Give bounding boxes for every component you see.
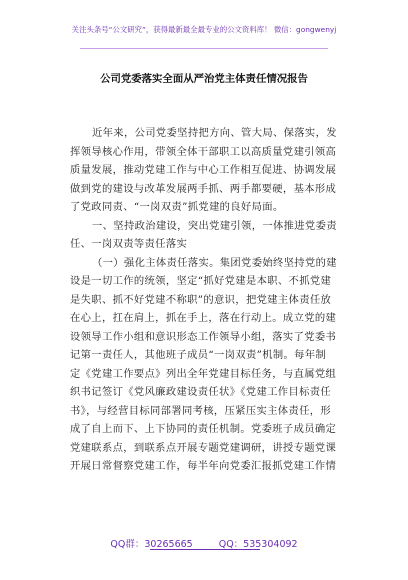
paragraph-line: 记第一责任人，其他班子成员“一岗双责”机制。每年制 (70, 349, 327, 361)
section-heading-line: 一、坚持政治建设，突出党建引领，一体推进党委责 (92, 219, 337, 232)
document-body (70, 124, 348, 476)
paragraph-line: 质量发展，推动党建工作与中心工作相互促进、协调发展 (70, 164, 337, 176)
document-title: 公司党委落实全面从严治党主体责任情况报告 (100, 73, 308, 85)
paragraph-line: 书》，与经营目标同部署同考核，压紧压实主体责任，形 (70, 404, 332, 417)
paragraph-line: 设领导工作小组和意识形态工作领导小组，落实了党委书 (70, 330, 337, 343)
header-divider (80, 48, 328, 49)
paragraph-line: 近年来，公司党委坚持把方向、管大局、保落实，发 (92, 127, 337, 139)
section-heading-line: 任、一岗双责等责任落实 (70, 238, 188, 250)
header-banner: 关注头条号“公文研究”，获得最新最全最专业的公文资料库！ 微信：gongwenyj (71, 25, 337, 34)
paragraph-line: 织书记签订《党风廉政建设责任状》《党建工作目标责任 (70, 386, 332, 398)
footer-qq: QQ：535304092 (218, 539, 298, 550)
footer-contact (0, 536, 408, 550)
paragraph-line: （一）强化主体责任落实。集团党委始终坚持党的建 (92, 256, 337, 269)
paragraph-line: 党建联系点，到联系点开展专题党建调研，讲授专题党课 (70, 441, 337, 454)
footer-underline (150, 549, 260, 550)
paragraph-line: 设是一切工作的统领，坚定“抓好党建是本职、不抓党建 (70, 275, 332, 287)
paragraph-line: 做到党的建设与改革发展两手抓、两手都要硬，基本形成 (70, 182, 337, 195)
paragraph-line: 成了自上而下、上下协同的责任机制。党委班子成员确定 (70, 423, 337, 435)
footer-qq-group: QQ群：30265665 (110, 539, 193, 550)
paragraph-line: 了党政同责、“一岗双责”抓党建的良好局面。 (70, 201, 284, 213)
paragraph-line: 挥领导核心作用，带领全体干部职工以高质量党建引领高 (70, 145, 337, 158)
paragraph-line: 在心上，扛在肩上，抓在手上，落在行动上。成立党的建 (70, 312, 337, 324)
paragraph-line: 定《党建工作要点》列出全年党建目标任务，与直属党组 (70, 367, 337, 380)
paragraph-line: 开展日常督察党建工作，每半年向党委汇报抓党建工作情 (70, 460, 337, 472)
paragraph-line: 是失职、抓不好党建不称职”的意识，把党建主体责任放 (70, 293, 332, 306)
